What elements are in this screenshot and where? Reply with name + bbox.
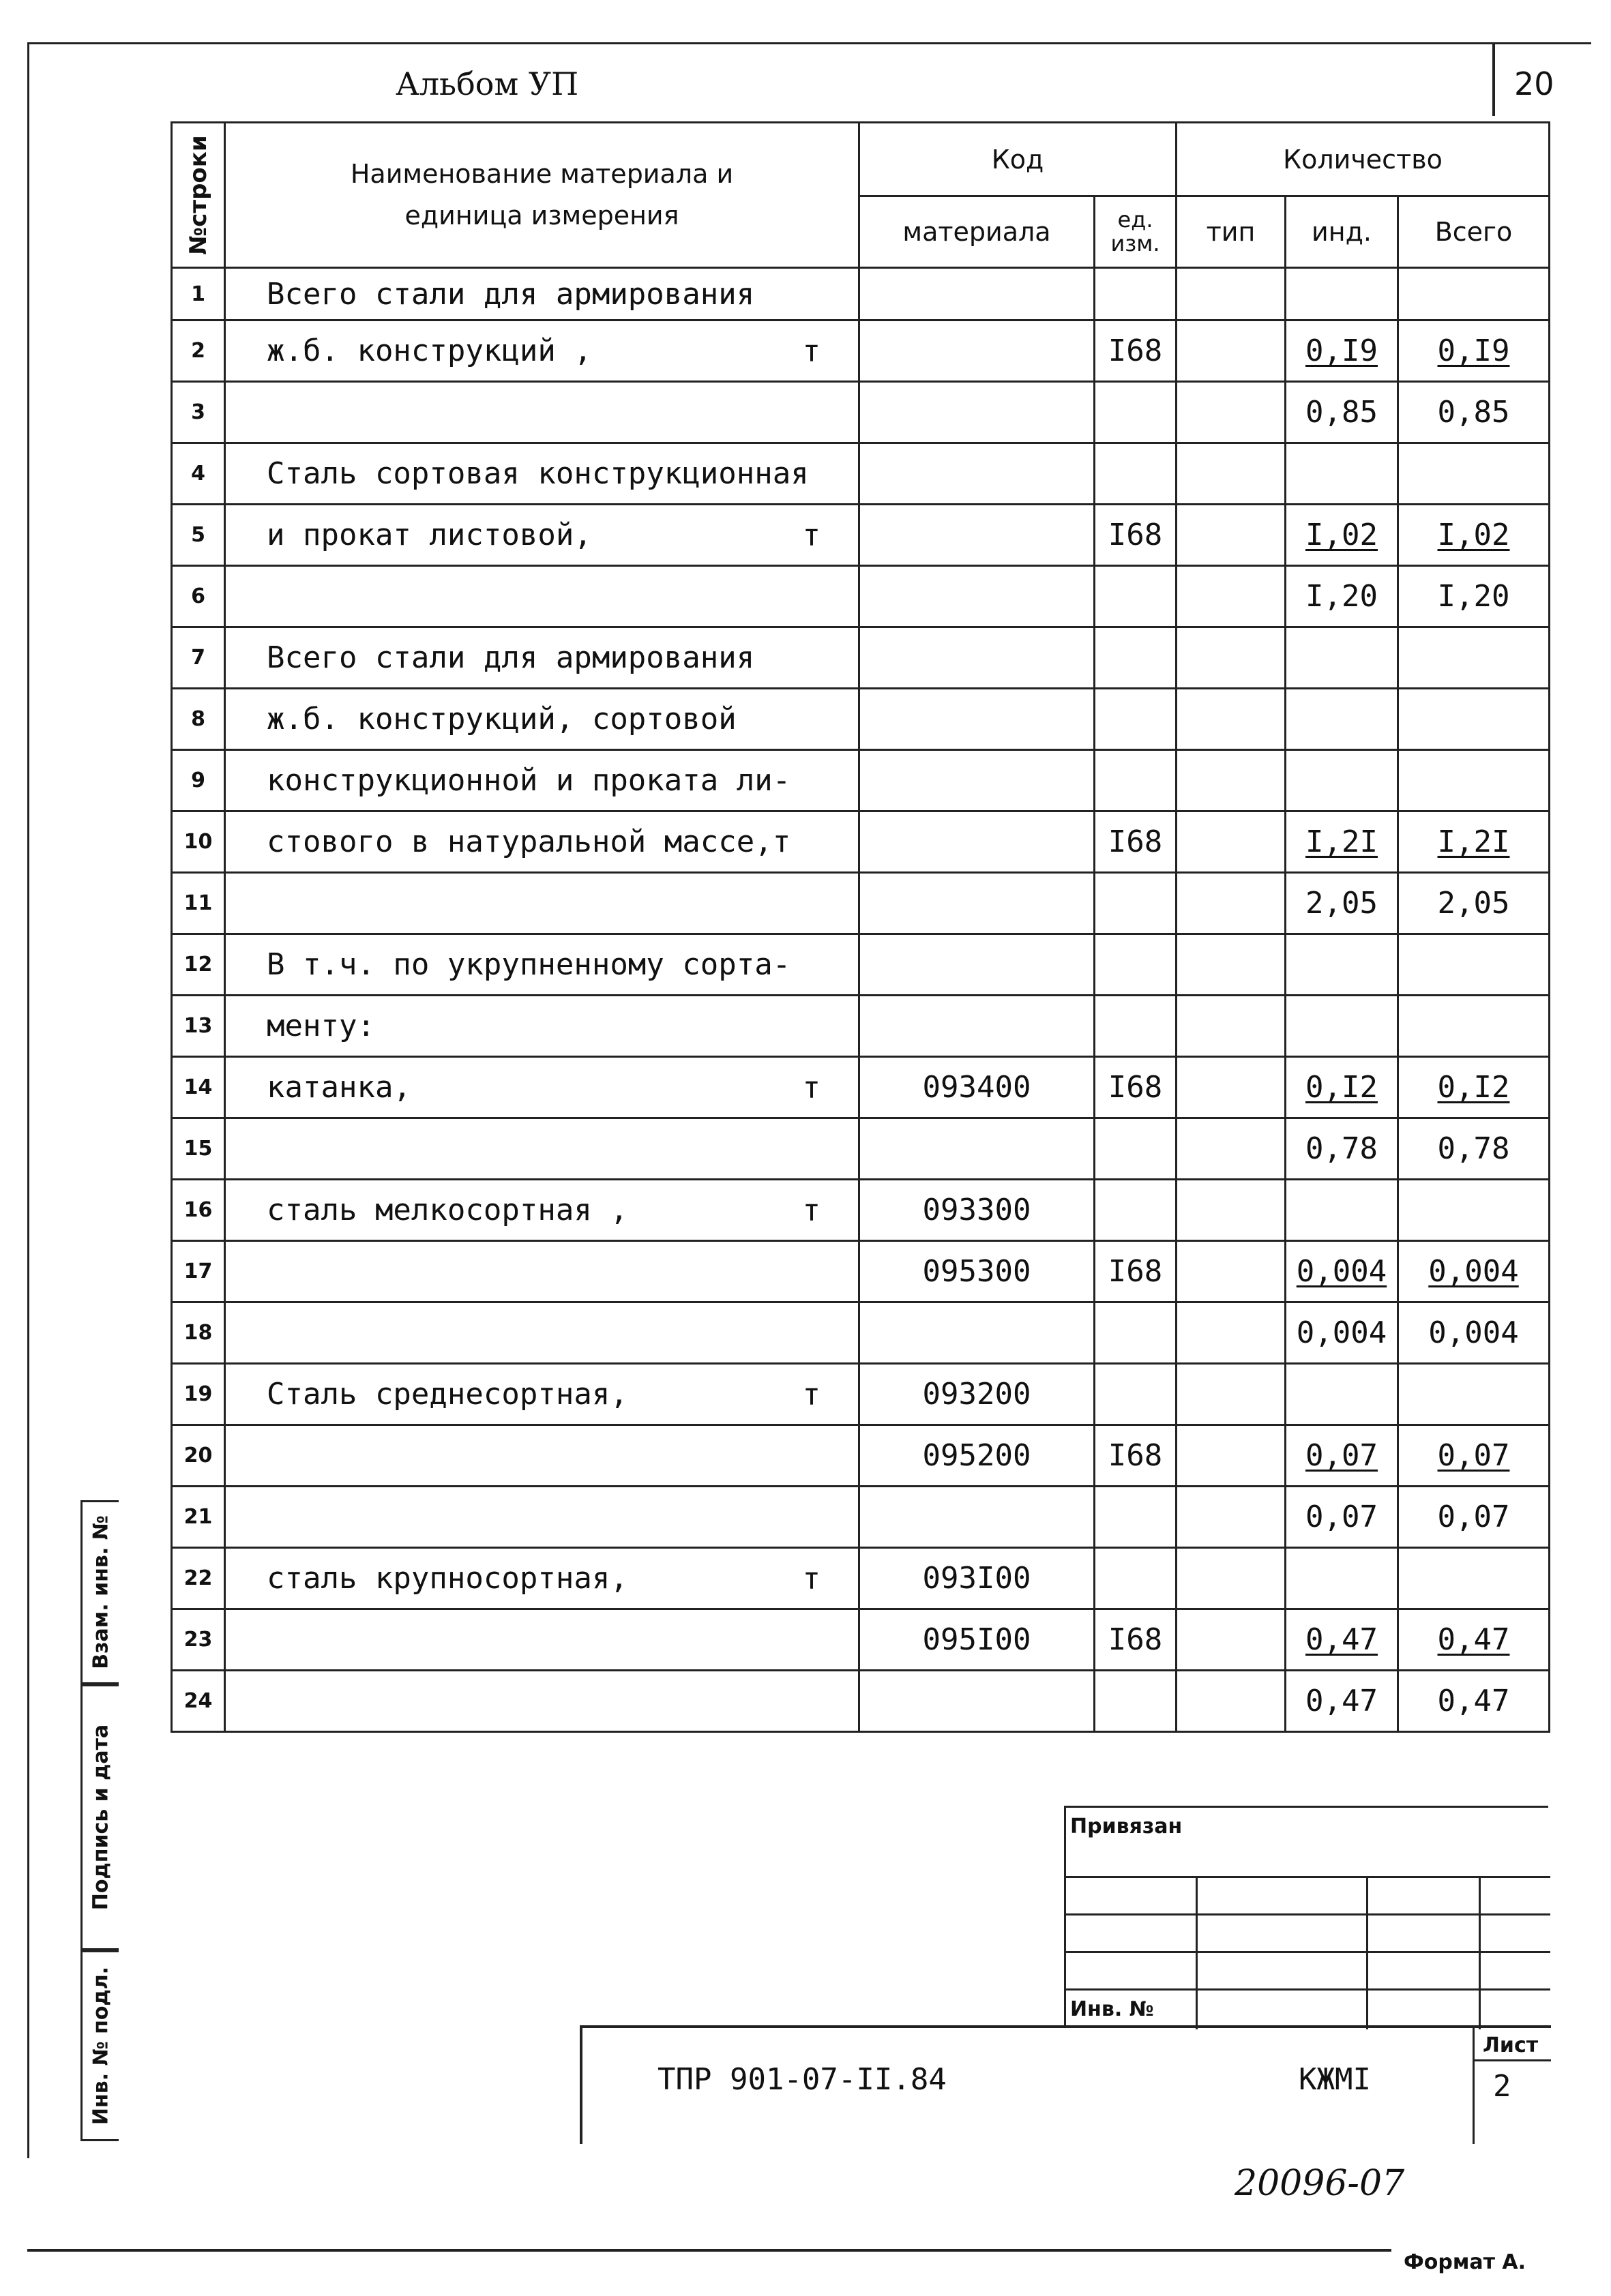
material-name	[225, 382, 859, 443]
col-header-qty-ind: инд.	[1286, 196, 1398, 268]
qty-total	[1398, 443, 1550, 505]
qty-type	[1177, 1425, 1286, 1487]
table-row	[172, 996, 1550, 1057]
material-code	[859, 268, 1095, 320]
table-row	[172, 1487, 1550, 1548]
unit-code	[1095, 1302, 1177, 1364]
qty-ind	[1286, 1180, 1398, 1241]
material-name-text: Сталь сортовая конструкционная	[267, 456, 809, 491]
material-unit: т	[802, 333, 821, 368]
table-row	[172, 443, 1550, 505]
row-number: 15	[172, 1118, 225, 1180]
col-header-qty-total: Всего	[1398, 196, 1550, 268]
table-row	[172, 320, 1550, 382]
qty-type	[1177, 996, 1286, 1057]
material-name-text: сталь мелкосортная ,	[267, 1193, 628, 1227]
qty-type	[1177, 382, 1286, 443]
qty-total: 0,I2	[1398, 1057, 1550, 1118]
row-number: 23	[172, 1609, 225, 1671]
col-header-code-unit: ед. изм.	[1095, 196, 1177, 268]
unit-code: I68	[1095, 1241, 1177, 1302]
material-code	[859, 1118, 1095, 1180]
qty-ind: I,20	[1286, 566, 1398, 627]
qty-ind: I,2I	[1286, 811, 1398, 873]
material-code: 095I00	[859, 1609, 1095, 1671]
sheet-number-divider	[1492, 42, 1495, 116]
side-stamp-inv-podl	[80, 1950, 119, 2141]
table-row	[172, 1302, 1550, 1364]
row-number: 12	[172, 934, 225, 996]
material-name-text: менту:	[267, 1009, 375, 1043]
table-row	[172, 811, 1550, 873]
sheet-label: Лист	[1483, 2033, 1539, 2057]
qty-total	[1398, 1548, 1550, 1609]
qty-ind: 0,47	[1286, 1671, 1398, 1732]
unit-code	[1095, 873, 1177, 934]
material-name-text: Всего стали для армирования	[267, 276, 755, 312]
unit-code: I68	[1095, 1057, 1177, 1118]
qty-total	[1398, 1180, 1550, 1241]
table-row	[172, 1671, 1550, 1732]
binding-box	[1064, 1806, 1548, 2027]
material-code	[859, 1302, 1095, 1364]
material-code: 093I00	[859, 1548, 1095, 1609]
qty-type	[1177, 1057, 1286, 1118]
qty-total	[1398, 934, 1550, 996]
material-name	[225, 1180, 859, 1241]
material-code	[859, 873, 1095, 934]
qty-ind: 0,07	[1286, 1487, 1398, 1548]
material-unit: т	[802, 1561, 821, 1596]
material-name-text: конструкционной и проката ли-	[267, 763, 791, 798]
sheet-value: 2	[1493, 2069, 1511, 2104]
row-number: 22	[172, 1548, 225, 1609]
unit-code	[1095, 1118, 1177, 1180]
table-row	[172, 689, 1550, 750]
qty-ind	[1286, 268, 1398, 320]
qty-type	[1177, 627, 1286, 689]
material-name-text: и прокат листовой,	[267, 518, 592, 552]
table-row	[172, 566, 1550, 627]
qty-type	[1177, 750, 1286, 811]
unit-code: I68	[1095, 811, 1177, 873]
material-name-text: Всего стали для армирования	[267, 640, 755, 675]
material-code	[859, 811, 1095, 873]
qty-total: 0,85	[1398, 382, 1550, 443]
row-number: 3	[172, 382, 225, 443]
unit-code	[1095, 750, 1177, 811]
material-name	[225, 1364, 859, 1425]
col-header-code-material: материала	[859, 196, 1095, 268]
row-number: 1	[172, 268, 225, 320]
document-code: КЖМI	[1299, 2062, 1371, 2097]
qty-ind	[1286, 1364, 1398, 1425]
table-row	[172, 934, 1550, 996]
qty-ind: 0,85	[1286, 382, 1398, 443]
material-code: 095200	[859, 1425, 1095, 1487]
material-name	[225, 873, 859, 934]
material-code	[859, 443, 1095, 505]
qty-type	[1177, 689, 1286, 750]
unit-code: I68	[1095, 1609, 1177, 1671]
material-name	[225, 1548, 859, 1609]
qty-type	[1177, 811, 1286, 873]
row-number: 21	[172, 1487, 225, 1548]
col-header-rowno: №строки	[172, 123, 225, 268]
material-code: 093400	[859, 1057, 1095, 1118]
qty-ind	[1286, 1548, 1398, 1609]
col-header-name: Наименование материала и единица измерения	[225, 123, 859, 268]
row-number: 13	[172, 996, 225, 1057]
unit-code	[1095, 382, 1177, 443]
qty-ind: 0,I9	[1286, 320, 1398, 382]
side-label-vzam: Взам. инв. №	[89, 1515, 113, 1669]
material-unit: т	[802, 1193, 821, 1227]
row-number: 24	[172, 1671, 225, 1732]
unit-code	[1095, 627, 1177, 689]
unit-code	[1095, 1487, 1177, 1548]
unit-code	[1095, 689, 1177, 750]
material-name-text: стового в натуральной массе,т	[267, 824, 791, 859]
qty-type	[1177, 1241, 1286, 1302]
row-number: 16	[172, 1180, 225, 1241]
table-row	[172, 750, 1550, 811]
qty-ind	[1286, 750, 1398, 811]
unit-code: I68	[1095, 320, 1177, 382]
table-row	[172, 1118, 1550, 1180]
row-number: 9	[172, 750, 225, 811]
side-stamp-podpis	[80, 1684, 119, 1950]
qty-total	[1398, 689, 1550, 750]
row-number: 17	[172, 1241, 225, 1302]
table-row	[172, 268, 1550, 320]
qty-total: 0,004	[1398, 1302, 1550, 1364]
unit-code	[1095, 268, 1177, 320]
qty-type	[1177, 1364, 1286, 1425]
qty-total: 0,I9	[1398, 320, 1550, 382]
row-number: 19	[172, 1364, 225, 1425]
material-name-text: ж.б. конструкций, сортовой	[267, 702, 737, 736]
handwritten-number: 20096-07	[1235, 2163, 1405, 2204]
table-row	[172, 382, 1550, 443]
qty-type	[1177, 1671, 1286, 1732]
material-code	[859, 934, 1095, 996]
table-row	[172, 627, 1550, 689]
materials-table	[171, 121, 1550, 1733]
material-name-text: катанка,	[267, 1070, 411, 1105]
material-name	[225, 689, 859, 750]
material-name	[225, 1425, 859, 1487]
qty-total	[1398, 1364, 1550, 1425]
title-block	[580, 2025, 1551, 2144]
qty-total: I,02	[1398, 505, 1550, 566]
qty-ind	[1286, 627, 1398, 689]
material-name	[225, 811, 859, 873]
unit-code	[1095, 1671, 1177, 1732]
material-name	[225, 1671, 859, 1732]
material-name	[225, 320, 859, 382]
qty-total	[1398, 627, 1550, 689]
material-name	[225, 1487, 859, 1548]
qty-type	[1177, 1180, 1286, 1241]
material-code	[859, 627, 1095, 689]
col-header-code: Код	[859, 123, 1177, 196]
unit-code: I68	[1095, 1425, 1177, 1487]
side-stamp-vzam	[80, 1500, 119, 1684]
material-code: 093200	[859, 1364, 1095, 1425]
material-code: 095300	[859, 1241, 1095, 1302]
qty-type	[1177, 934, 1286, 996]
material-code	[859, 566, 1095, 627]
qty-ind: 0,47	[1286, 1609, 1398, 1671]
qty-ind: 0,07	[1286, 1425, 1398, 1487]
document-cipher: ТПР 901-07-II.84	[657, 2062, 947, 2097]
qty-ind: I,02	[1286, 505, 1398, 566]
material-name	[225, 627, 859, 689]
qty-total: 2,05	[1398, 873, 1550, 934]
unit-code	[1095, 1364, 1177, 1425]
unit-code	[1095, 1548, 1177, 1609]
qty-total: 0,47	[1398, 1609, 1550, 1671]
qty-type	[1177, 505, 1286, 566]
qty-type	[1177, 873, 1286, 934]
qty-ind: 0,004	[1286, 1302, 1398, 1364]
material-name	[225, 1241, 859, 1302]
side-label-inv-podl: Инв. № подл.	[89, 1966, 113, 2126]
qty-total: 0,47	[1398, 1671, 1550, 1732]
qty-ind	[1286, 934, 1398, 996]
row-number: 18	[172, 1302, 225, 1364]
format-label: Формат А.	[1404, 2250, 1526, 2274]
row-number: 5	[172, 505, 225, 566]
table-row	[172, 1425, 1550, 1487]
materials-table-wrap	[171, 121, 1550, 1733]
col-header-quantity: Количество	[1177, 123, 1550, 196]
binding-inv-label: Инв. №	[1070, 1997, 1154, 2021]
table-row	[172, 1364, 1550, 1425]
qty-type	[1177, 1548, 1286, 1609]
material-code	[859, 320, 1095, 382]
qty-type	[1177, 443, 1286, 505]
material-code	[859, 382, 1095, 443]
material-name	[225, 1118, 859, 1180]
qty-type	[1177, 268, 1286, 320]
row-number: 14	[172, 1057, 225, 1118]
qty-type	[1177, 566, 1286, 627]
qty-total: I,2I	[1398, 811, 1550, 873]
table-row	[172, 1241, 1550, 1302]
material-code	[859, 1671, 1095, 1732]
material-unit: т	[802, 518, 821, 552]
row-number: 6	[172, 566, 225, 627]
unit-code	[1095, 934, 1177, 996]
material-code	[859, 750, 1095, 811]
material-name	[225, 1609, 859, 1671]
qty-total	[1398, 996, 1550, 1057]
material-code	[859, 689, 1095, 750]
table-row	[172, 505, 1550, 566]
qty-total: 0,07	[1398, 1487, 1550, 1548]
materials-table-body	[172, 268, 1550, 1732]
unit-code	[1095, 443, 1177, 505]
qty-type	[1177, 1487, 1286, 1548]
qty-ind: 0,78	[1286, 1118, 1398, 1180]
material-name-text: ж.б. конструкций ,	[267, 333, 592, 368]
qty-total: 0,004	[1398, 1241, 1550, 1302]
row-number: 20	[172, 1425, 225, 1487]
material-name	[225, 1302, 859, 1364]
material-code	[859, 505, 1095, 566]
qty-ind	[1286, 443, 1398, 505]
row-number: 4	[172, 443, 225, 505]
material-name	[225, 505, 859, 566]
qty-ind: 0,004	[1286, 1241, 1398, 1302]
qty-ind: 0,I2	[1286, 1057, 1398, 1118]
unit-code	[1095, 1180, 1177, 1241]
qty-ind: 2,05	[1286, 873, 1398, 934]
unit-code	[1095, 566, 1177, 627]
table-row	[172, 1057, 1550, 1118]
qty-total: I,20	[1398, 566, 1550, 627]
material-name	[225, 1057, 859, 1118]
col-header-qty-type: тип	[1177, 196, 1286, 268]
qty-type	[1177, 1609, 1286, 1671]
row-number: 8	[172, 689, 225, 750]
unit-code: I68	[1095, 505, 1177, 566]
qty-ind	[1286, 996, 1398, 1057]
qty-ind	[1286, 689, 1398, 750]
row-number: 2	[172, 320, 225, 382]
row-number: 10	[172, 811, 225, 873]
unit-code	[1095, 996, 1177, 1057]
material-name	[225, 566, 859, 627]
qty-total	[1398, 268, 1550, 320]
qty-total: 0,78	[1398, 1118, 1550, 1180]
table-row	[172, 873, 1550, 934]
material-code: 093300	[859, 1180, 1095, 1241]
material-unit: т	[802, 1070, 821, 1105]
qty-type	[1177, 1302, 1286, 1364]
material-name-text: В т.ч. по укрупненному сорта-	[267, 947, 791, 982]
qty-total	[1398, 750, 1550, 811]
table-row	[172, 1180, 1550, 1241]
material-name-text: Сталь среднесортная,	[267, 1377, 628, 1412]
side-label-podpis: Подпись и дата	[89, 1724, 113, 1911]
qty-total: 0,07	[1398, 1425, 1550, 1487]
qty-type	[1177, 320, 1286, 382]
material-unit: т	[802, 1377, 821, 1412]
material-name	[225, 934, 859, 996]
row-number: 7	[172, 627, 225, 689]
binding-label: Привязан	[1070, 1815, 1183, 1838]
material-name	[225, 996, 859, 1057]
material-name	[225, 268, 859, 320]
material-name-text: сталь крупносортная,	[267, 1561, 628, 1596]
qty-type	[1177, 1118, 1286, 1180]
table-row	[172, 1548, 1550, 1609]
album-title: Альбом УП	[396, 65, 579, 102]
table-row	[172, 1609, 1550, 1671]
sheet-number: 20	[1514, 65, 1554, 102]
material-code	[859, 1487, 1095, 1548]
material-name	[225, 443, 859, 505]
row-number: 11	[172, 873, 225, 934]
material-code	[859, 996, 1095, 1057]
material-name	[225, 750, 859, 811]
